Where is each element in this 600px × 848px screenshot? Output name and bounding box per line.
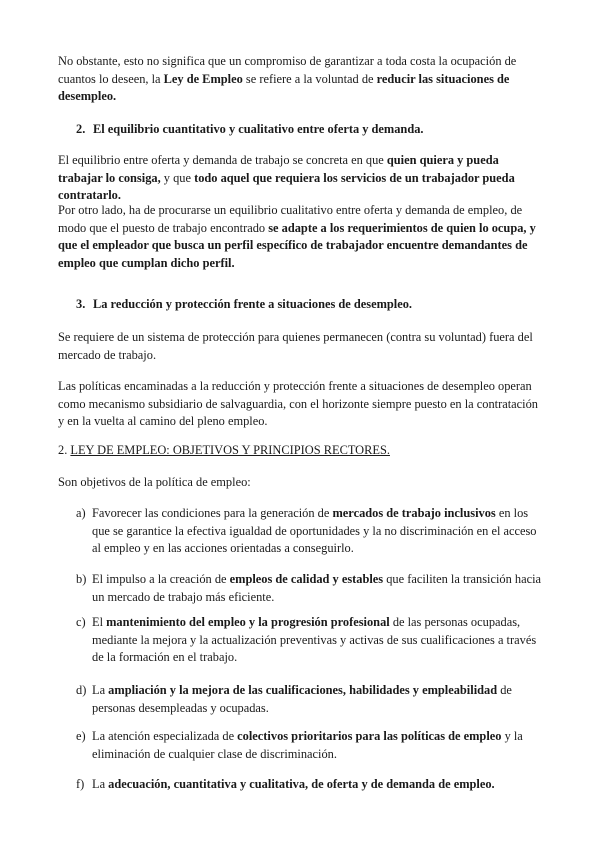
paragraph-5: Las políticas encaminadas a la reducción y protección frente a situaciones de desempleo operan como mecanismo subsidiario de salvaguardia, con el horizonte siempre puesto en la contratación y en la vuelta al camino del pleno empleo. [58,379,538,428]
section-title: 2. LEY DE EMPLEO: OBJETIVOS Y PRINCIPIOS RECTORES. [58,443,390,457]
paragraph-2: El equilibrio entre oferta y demanda de trabajo se concreta en que quien quiera y pueda trabajar lo consiga, y que todo aquel que requiera los servicios de un trabajador pueda contratarlo. [58,153,515,202]
list-item-c: c) El mantenimiento del empleo y la progresión profesional de las personas ocupadas, mediante la mejora y la actualización preventivas y activas de sus cualificaciones a través de la formación en el trabajo. [76,615,537,664]
paragraph-3: Por otro lado, ha de procurarse un equilibrio cualitativo entre oferta y demanda de empleo, de modo que el puesto de trabajo encontrado se adapte a los requerimientos de quien lo ocupa, y que el empleador que busca un perfil específico de trabajador encuentre demandantes de empleo que cumplan dicho perfil. [58,203,536,270]
list-item-f: f) La adecuación, cuantitativa y cualitativa, de oferta y de demanda de empleo. [76,777,495,791]
paragraph-1: No obstante, esto no significa que un compromiso de garantizar a toda costa la ocupación de cuantos lo deseen, la Ley de Empleo se refiere a la voluntad de reducir las situaciones de desempleo. [58,54,517,103]
heading-reduccion: 3. La reducción y protección frente a situaciones de desempleo. [76,297,413,311]
list-item-d: d) La ampliación y la mejora de las cualificaciones, habilidades y empleabilidad de personas desempleadas y ocupadas. [76,683,512,715]
heading-equilibrio: 2. El equilibrio cuantitativo y cualitativo entre oferta y demanda. [76,122,424,136]
paragraph-4: Se requiere de un sistema de protección para quienes permanecen (contra su voluntad) fuera del mercado de trabajo. [58,330,533,362]
list-item-a: a) Favorecer las condiciones para la generación de mercados de trabajo inclusivos en los que se garantice la efectiva igualdad de oportunidades y la no discriminación en el acceso al empleo y en las acciones orientadas a conseguirlo. [76,506,537,555]
list-item-b: b) El impulso a la creación de empleos de calidad y estables que faciliten la transición hacia un mercado de trabajo más eficiente. [76,572,542,604]
list-item-e: e) La atención especializada de colectivos prioritarios para las políticas de empleo y la eliminación de cualquier clase de discriminación. [76,729,523,761]
intro-text: Son objetivos de la política de empleo: [58,475,251,489]
